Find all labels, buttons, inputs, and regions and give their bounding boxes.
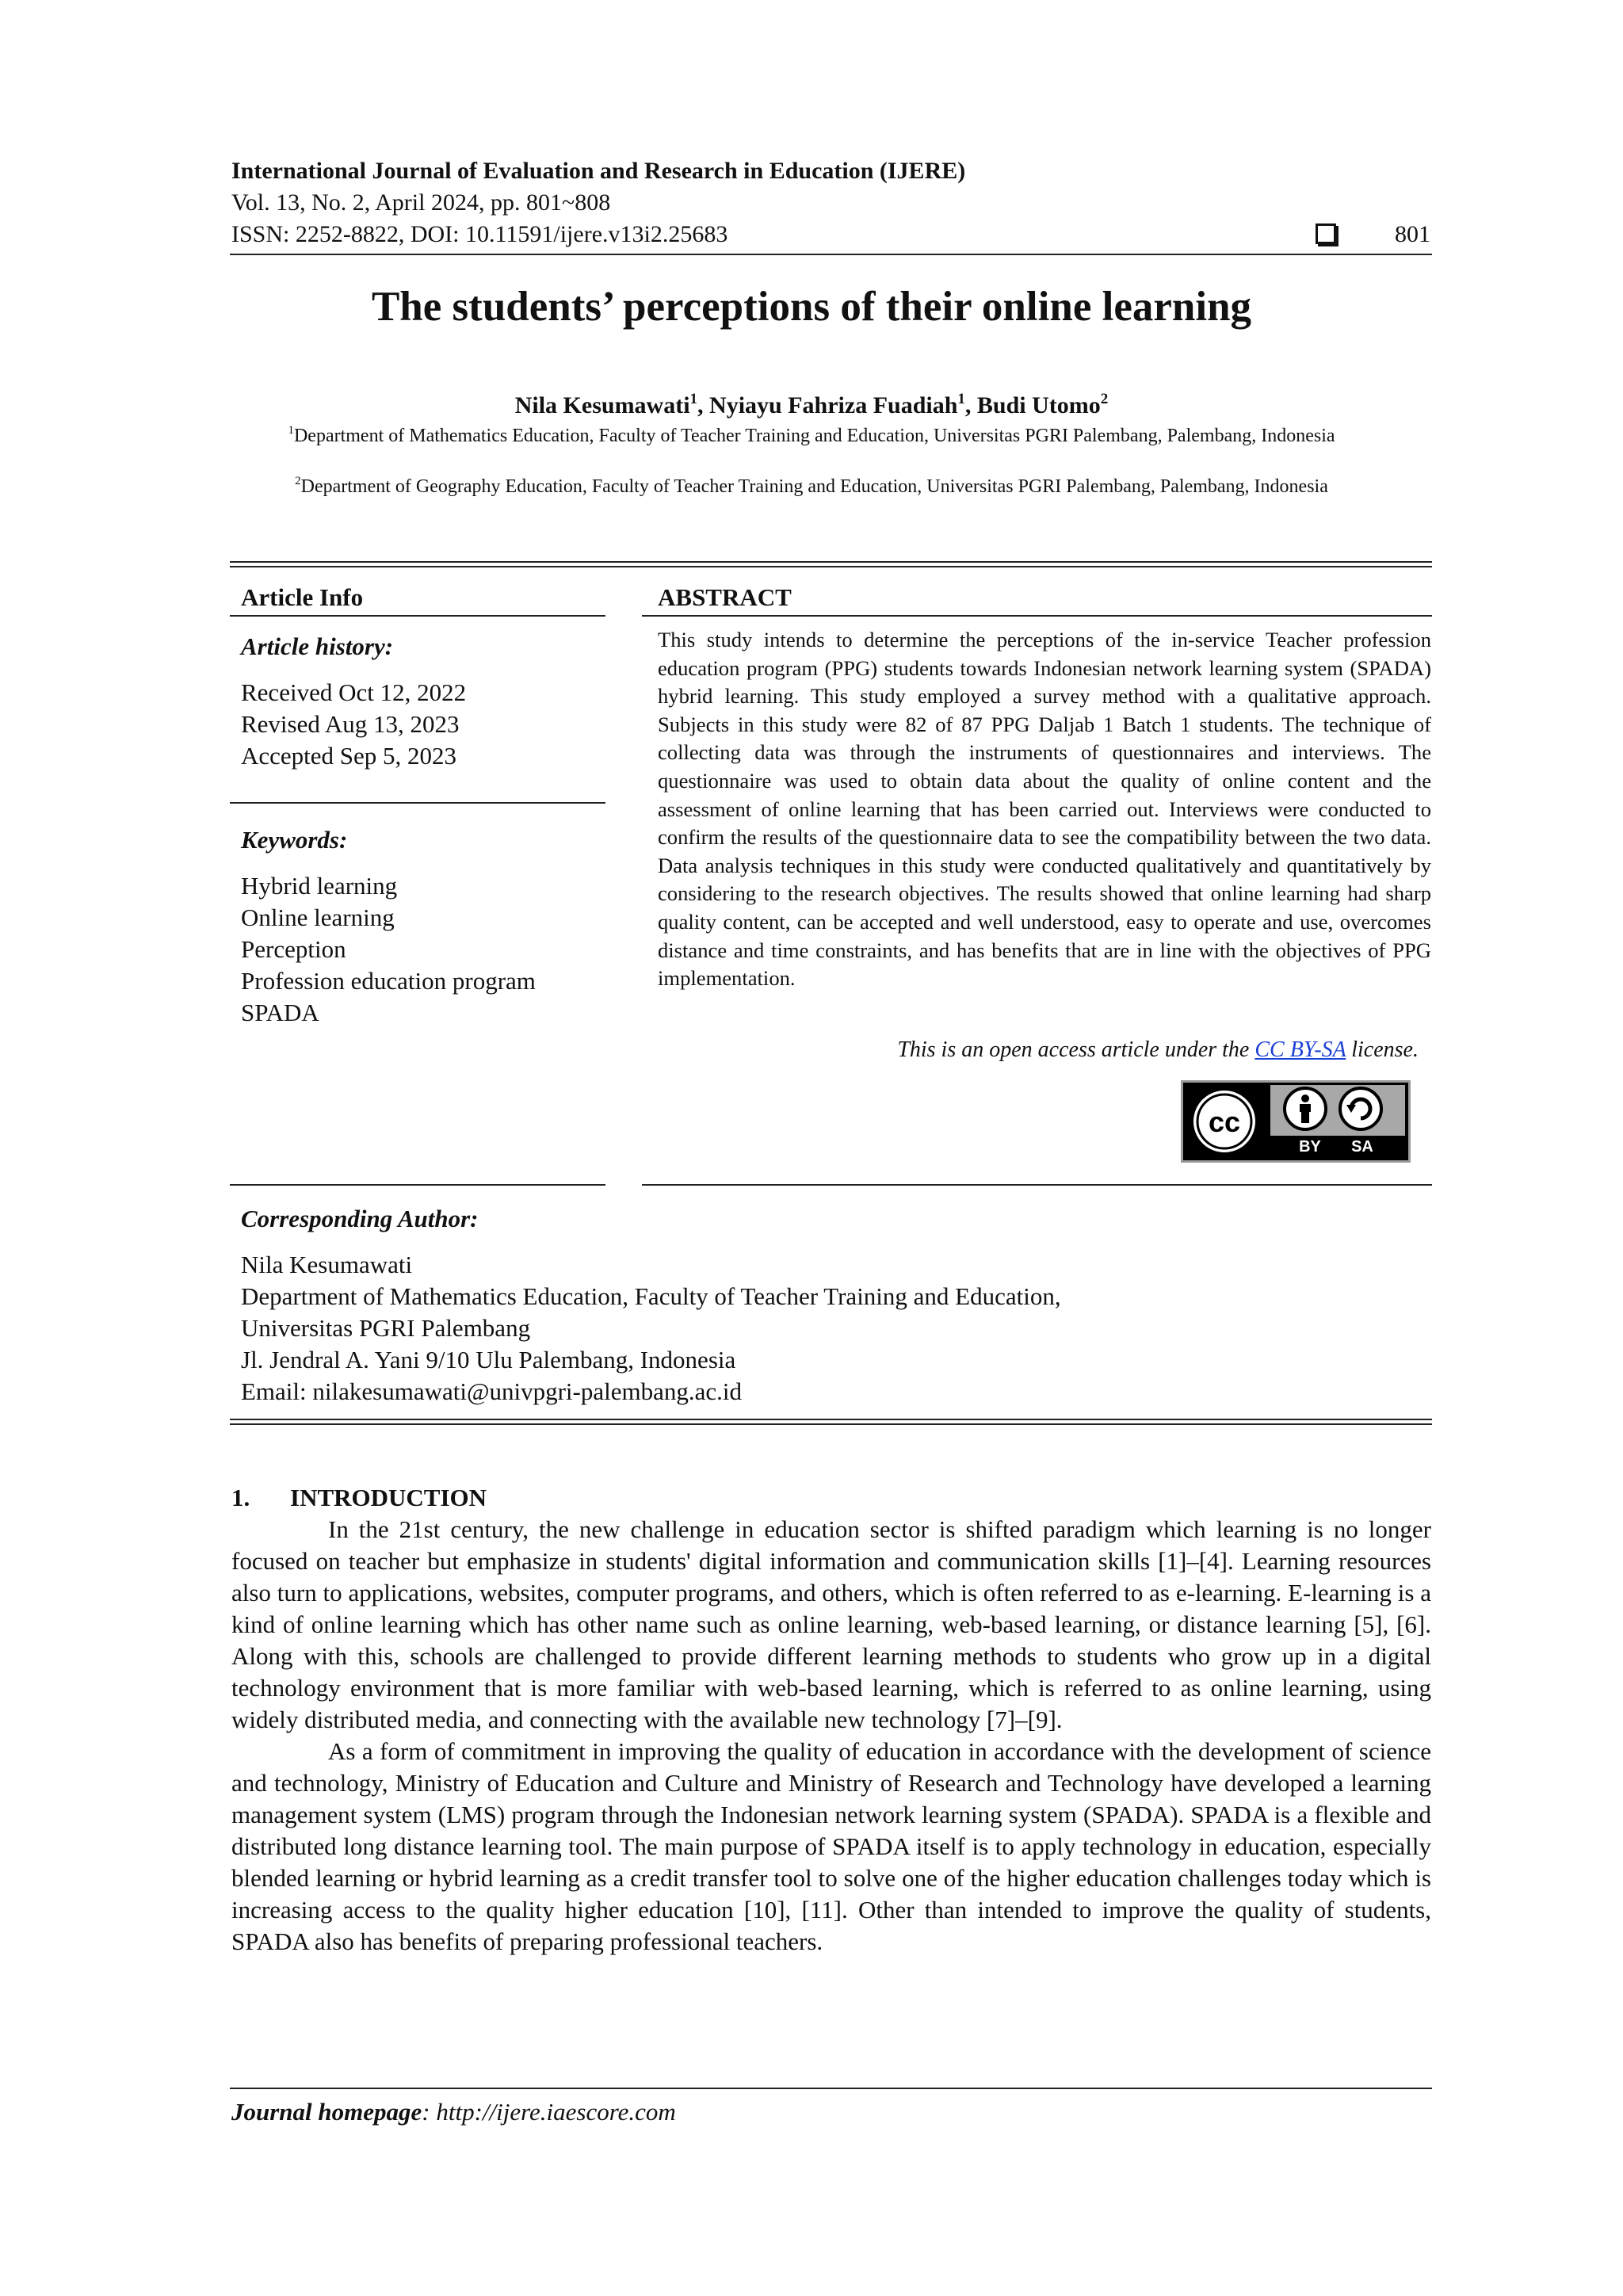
keyword-item: Online learning	[241, 904, 395, 931]
badge-by-label: BY	[1299, 1138, 1321, 1156]
article-info-heading: Article Info	[241, 583, 364, 611]
badge-sa-label: SA	[1351, 1138, 1373, 1156]
journal-name: International Journal of Evaluation and Research in Education (IJERE)	[231, 158, 966, 184]
share-alike-icon	[1340, 1088, 1381, 1129]
attribution-icon	[1285, 1088, 1326, 1129]
paper-title: The students’ perceptions of their online learning	[371, 284, 1252, 330]
author-sep: ,	[964, 392, 977, 418]
volume-info: Vol. 13, No. 2, April 2024, pp. 801~808	[231, 189, 611, 216]
author-list	[158, 390, 1465, 422]
corresponding-department: Department of Mathematics Education, Faculty of Teacher Training and Education,	[241, 1282, 1061, 1310]
affiliation-text: Department of Mathematics Education, Faculty of Teacher Training and Education, Universitas PGRI Palembang, Palembang, Indonesia	[293, 426, 1335, 446]
abstract-bottom-rule	[642, 1184, 1432, 1186]
cc-by-sa-badge[interactable]	[1181, 1080, 1411, 1163]
checkbox-square-icon	[1316, 223, 1336, 244]
author-sup: 1	[957, 391, 965, 407]
svg-text:cc: cc	[1208, 1106, 1241, 1138]
affiliation-sup: 1	[288, 424, 294, 437]
abstract-body	[658, 626, 1431, 993]
license-link[interactable]: CC BY-SA	[1254, 1037, 1346, 1062]
history-received: Received Oct 12, 2022	[241, 678, 467, 706]
paragraph: As a form of commitment in improving the quality of education in accordance with the development of science and technology, Ministry of Education and Culture and Ministry of Research and Technology have developed a learning management system (LMS) program through the Indonesian network learning system (SPADA). SPADA is a flexible and distributed long distance learning tool. The main purpose of SPADA itself is to apply technology in education, especially blended learning or hybrid learning as a credit transfer tool to solve one of the higher education challenges today which is increasing access to the quality higher education [10], [11]. Other than intended to improve the quality of students, SPADA also has benefits of preparing professional teachers.	[231, 1737, 1431, 1955]
corresponding-email: Email: nilakesumawati@univpgri-palembang.ac.id	[241, 1377, 743, 1405]
author-sep: ,	[697, 392, 710, 418]
box-top-rule-2	[230, 566, 1432, 567]
journal-homepage	[231, 2096, 676, 2128]
section-heading	[231, 1482, 487, 1514]
author-sup: 1	[689, 391, 698, 407]
issn-doi: ISSN: 2252-8822, DOI: 10.11591/ijere.v13i2.25683	[231, 221, 728, 247]
history-revised: Revised Aug 13, 2023	[241, 710, 460, 738]
corresponding-name: Nila Kesumawati	[241, 1251, 413, 1278]
corresponding-university: Universitas PGRI Palembang	[241, 1314, 531, 1342]
abstract-text: This study intends to determine the perceptions of the in-service Teacher profession education program (PPG) students towards Indonesian network learning system (SPADA) hybrid learning. This study employed a survey method with a qualitative approach. Subjects in this study were 82 of 87 PPG Daljab 1 Batch 1 students. The technique of collecting data was through the instruments of questionnaires and interviews. The questionnaire was used to obtain data about the quality of online content and the assessment of online learning that has been carried out. Interviews were conducted to confirm the results of the questionnaire data to see the compatibility between the two data. Data analysis techniques in this study were conducted qualitatively and quantitatively by considering to the research objectives. The results showed that online learning had sharp quality content, can be accepted and well understood, easy to operate and use, overcomes distance and time constraints, and has benefits that are in line with the objectives of PPG implementation.	[658, 628, 1431, 991]
homepage-url[interactable]: : http://ijere.iaescore.com	[422, 2098, 676, 2126]
abstract-heading: ABSTRACT	[658, 583, 792, 611]
affiliation	[190, 474, 1433, 499]
keyword-item: SPADA	[241, 999, 319, 1026]
author-name: Budi Utomo	[976, 392, 1101, 418]
section-number: 1.	[231, 1484, 250, 1511]
history-accepted: Accepted Sep 5, 2023	[241, 742, 457, 770]
header-rule	[230, 254, 1432, 255]
license-statement	[658, 1034, 1419, 1066]
keywords-heading: Keywords:	[241, 826, 348, 854]
article-history-heading: Article history:	[241, 632, 394, 660]
license-suffix: license.	[1346, 1037, 1419, 1062]
introduction-body	[231, 1514, 1431, 1958]
abstract-rule	[642, 615, 1432, 617]
affiliation	[190, 423, 1433, 449]
info-bottom-rule	[230, 1184, 605, 1186]
author-name: Nila Kesumawati	[514, 392, 690, 418]
article-info-rule	[230, 615, 605, 617]
page-number: 801	[1395, 221, 1430, 247]
box-bottom-rule-2	[230, 1423, 1432, 1425]
box-bottom-rule	[230, 1419, 1432, 1420]
corresponding-address: Jl. Jendral A. Yani 9/10 Ulu Palembang, Indonesia	[241, 1346, 736, 1373]
cc-icon	[1191, 1088, 1258, 1155]
homepage-label: Journal homepage	[231, 2098, 422, 2126]
license-prefix: This is an open access article under the	[897, 1037, 1255, 1062]
corresponding-heading: Corresponding Author:	[241, 1205, 479, 1232]
box-top-rule	[230, 561, 1432, 563]
paragraph: In the 21st century, the new challenge in education sector is shifted paradigm which learning is no longer focused on teacher but emphasize in students' digital information and communication skills [1]–[4]. Learning resources also turn to applications, websites, computer programs, and others, which is often referred to as e-learning. E-learning is a kind of online learning which has other name such as online learning, web-based learning, or distance learning [5], [6]. Along with this, schools are challenged to provide different learning methods to students who grow up in a digital technology environment that is more familiar with web-based learning, which is referred to as online learning, using widely distributed media, and connecting with the available new technology [7]–[9].	[231, 1515, 1431, 1733]
keyword-item: Hybrid learning	[241, 872, 398, 900]
footer-rule	[230, 2088, 1432, 2089]
keyword-item: Profession education program	[241, 967, 536, 995]
affiliation-sup: 2	[295, 475, 301, 487]
affiliation-text: Department of Geography Education, Faculty of Teacher Training and Education, Universitas PGRI Palembang, Palembang, Indonesia	[300, 476, 1328, 497]
history-rule	[230, 802, 605, 804]
keyword-item: Perception	[241, 935, 346, 963]
author-name: Nyiayu Fahriza Fuadiah	[709, 392, 958, 418]
section-title: INTRODUCTION	[290, 1484, 487, 1511]
author-sup: 2	[1100, 391, 1109, 407]
